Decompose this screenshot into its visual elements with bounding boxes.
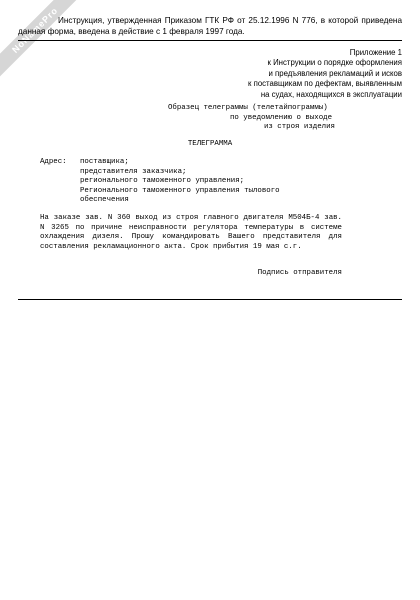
document-title: ТЕЛЕГРАММА [187,140,233,148]
header-note: Инструкция, утвержденная Приказом ГТК РФ от 25.12.1996 N 776, в которой приведена данная форма, введена в действие с 1 февраля 1997 года. [18,16,402,36]
watermark-text: NoNamePro [10,5,60,55]
message-body [40,214,342,252]
appendix-line: и предъявления рекламаций и исков [268,68,402,78]
address-line: обеспечения [80,196,129,205]
sample-line: из строя изделия [264,123,335,132]
watermark-ribbon [0,0,94,89]
address-block [40,158,340,206]
address-line: представителя заказчика; [80,167,187,176]
appendix-line: к поставщикам по дефектам, выявленным [248,79,402,89]
appendix-line: Приложение 1 [349,48,402,57]
appendix-line: к Инструкции о порядке оформления [267,58,402,68]
appendix-line: на судах, находящихся в эксплуатации [260,89,402,99]
address-line: Регионального таможенного управления тылового [80,186,280,195]
address-line: поставщика; [80,158,129,166]
sample-line: по уведомлению о выходе [230,113,333,122]
signature-line: Подпись отправителя [257,269,342,277]
address-label: Адрес: [40,158,67,166]
bottom-divider [18,299,402,300]
appendix-block [142,48,402,100]
top-divider [18,40,402,41]
message-paragraph: На заказе зав. N 360 выход из строя главного двигателя М504Б-4 зав. N 3265 по причине неисправности регулятора температуры в системе охлаждения дизеля. Прошу командировать Вашего представителя для составления рекламационного акта. Срок прибытия 19 мая с.г. [40,214,342,251]
sample-line: Образец телеграммы (телетайпограммы) [168,104,328,112]
address-line: регионального таможенного управления; [80,177,245,186]
sample-caption [168,104,340,133]
